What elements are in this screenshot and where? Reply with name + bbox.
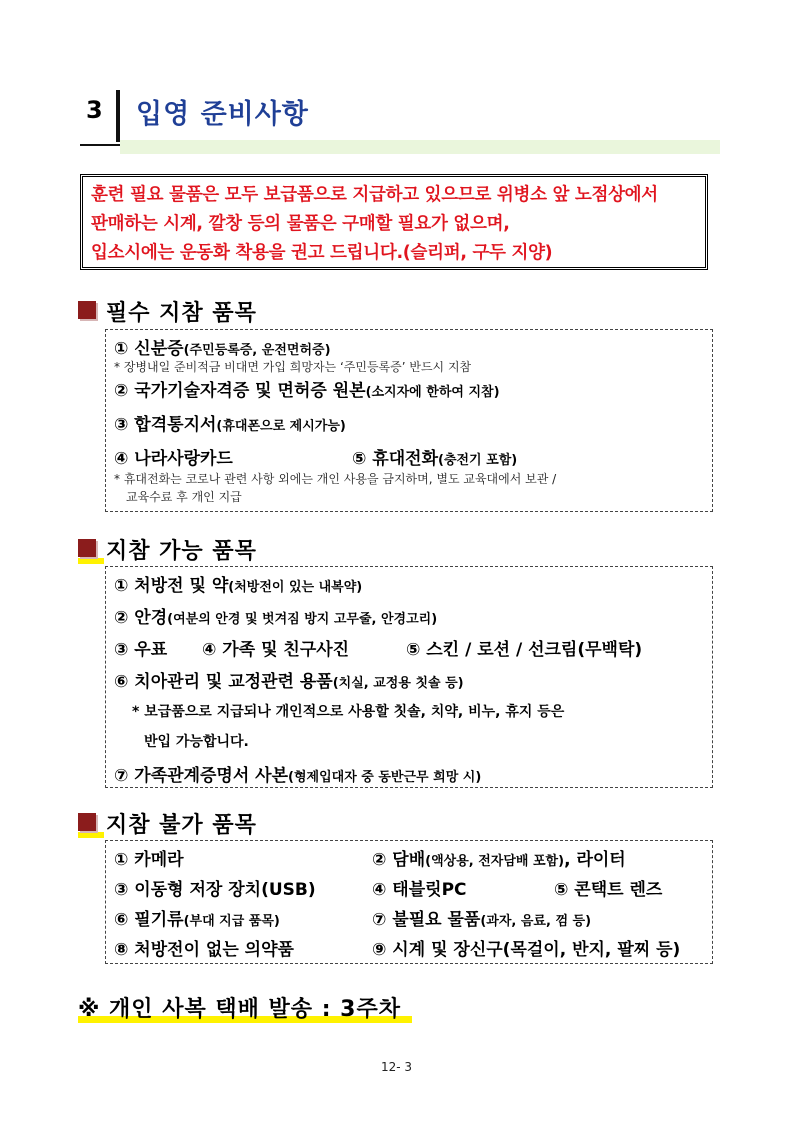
item-label: ⑨ 시계 및 장신구(목걸이, 반지, 팔찌 등) [372,940,681,960]
item-label: ③ 합격통지서 [114,415,217,435]
item-label: ③ 우표 [114,640,168,660]
list-item [372,845,626,870]
item-detail: (충전기 포함) [438,453,518,468]
allowed-box [105,566,713,788]
item-label: ① 처방전 및 약 [114,576,229,596]
header-underline [80,144,120,146]
bullet-square-icon [78,813,96,831]
footer-note-text: ※ 개인 사복 택배 발송 : 3주차 [78,997,401,1022]
list-item [114,334,331,359]
header-divider [116,90,120,142]
item-label: ⑦ 불필요 물품 [372,910,481,930]
item-label: ③ 이동형 저장 장치(USB) [114,880,316,900]
list-item [114,875,316,900]
item-label: ① 신분증 [114,339,184,359]
list-item [114,410,346,435]
list-item [114,761,481,786]
section-header [80,88,720,158]
notice-line-2: 판매하는 시계, 깔창 등의 물품은 구매할 필요가 없으며, [91,214,510,234]
allowed-note-a: * 보급품으로 지급되나 개인적으로 사용할 칫솔, 치약, 비누, 휴지 등은 [132,704,565,720]
item-label: ④ 태블릿PC [372,880,467,900]
item-detail: (여분의 안경 및 벗겨짐 방지 고무줄, 안경고리) [167,612,438,627]
allowed-note-b: 반입 가능합니다. [144,734,249,750]
item-label: ⑤ 콘택트 렌즈 [554,880,663,900]
required-note-2: * 휴대전화는 코로나 관련 사항 외에는 개인 사용을 금지하며, 별도 교육대에서 보관 / [114,472,557,486]
item-label: ② 담배 [372,850,426,870]
required-title: 필수 지참 품목 [106,301,257,326]
item-label: ⑥ 필기류 [114,910,184,930]
item-label: ① 카메라 [114,850,184,870]
list-item [114,571,362,596]
required-note-2b: 교육수료 후 개인 지급 [126,490,242,504]
allowed-title: 지참 가능 품목 [106,539,257,564]
list-item [114,444,233,469]
item-detail: (소지자에 한하여 지참) [365,385,500,400]
list-item [372,905,591,930]
item-label: ⑦ 가족관계증명서 사본 [114,766,289,786]
item-label: ⑤ 스킨 / 로션 / 선크림(무백탁) [406,640,643,660]
list-item [372,935,680,960]
list-item [114,905,280,930]
item-detail: (치실, 교정용 칫솔 등) [332,676,464,691]
item-label: ⑤ 휴대전화 [352,449,438,469]
bullet-square-icon [78,539,96,557]
list-item [352,444,517,469]
item-detail: (형제입대자 중 동반근무 희망 시) [288,770,482,785]
forbidden-title: 지참 불가 품목 [106,813,257,838]
notice-box [80,174,708,270]
bullet-square-icon [78,301,96,319]
item-detail: (부대 지급 품목) [183,914,280,929]
required-note-1: * 장병내일 준비적금 비대면 가입 희망자는 ‘주민등록증’ 반드시 지참 [114,360,472,374]
item-detail: (휴대폰으로 제시가능) [216,419,346,434]
list-item [114,603,437,628]
item-label: ④ 나라사랑카드 [114,449,233,469]
heading-highlight [78,832,104,838]
page-number: 12- 3 [380,1060,413,1074]
required-box [105,329,713,512]
header-band [120,140,720,154]
notice-line-1: 훈련 필요 물품은 모두 보급품으로 지급하고 있으므로 위병소 앞 노점상에서 [91,185,658,205]
item-detail: (액상용, 전자담배 포함) [425,854,565,869]
item-detail: (주민등록증, 운전면허증) [183,343,331,358]
item-label: ② 안경 [114,608,168,628]
list-item [114,845,184,870]
item-label: ② 국가기술자격증 및 면허증 원본 [114,381,366,401]
list-item [114,667,464,692]
item-label: , 라이터 [564,850,626,870]
item-label: ⑧ 처방전이 없는 의약품 [114,940,294,960]
item-label: ④ 가족 및 친구사진 [202,640,350,660]
list-item [372,875,467,900]
forbidden-box [105,840,713,964]
list-item [114,376,500,401]
list-item [114,935,294,960]
list-item [202,635,349,660]
item-label: ⑥ 치아관리 및 교정관련 용품 [114,672,333,692]
item-detail: (처방전이 있는 내복약) [228,580,363,595]
notice-line-3: 입소시에는 운동화 착용을 권고 드립니다.(슬리퍼, 구두 지양) [91,243,553,263]
page-title: 입영 준비사항 [136,99,309,130]
list-item [406,635,642,660]
section-number: 3 [86,96,103,124]
heading-highlight [78,558,104,564]
list-item [554,875,662,900]
list-item [114,635,167,660]
item-detail: (과자, 음료, 껌 등) [480,914,592,929]
